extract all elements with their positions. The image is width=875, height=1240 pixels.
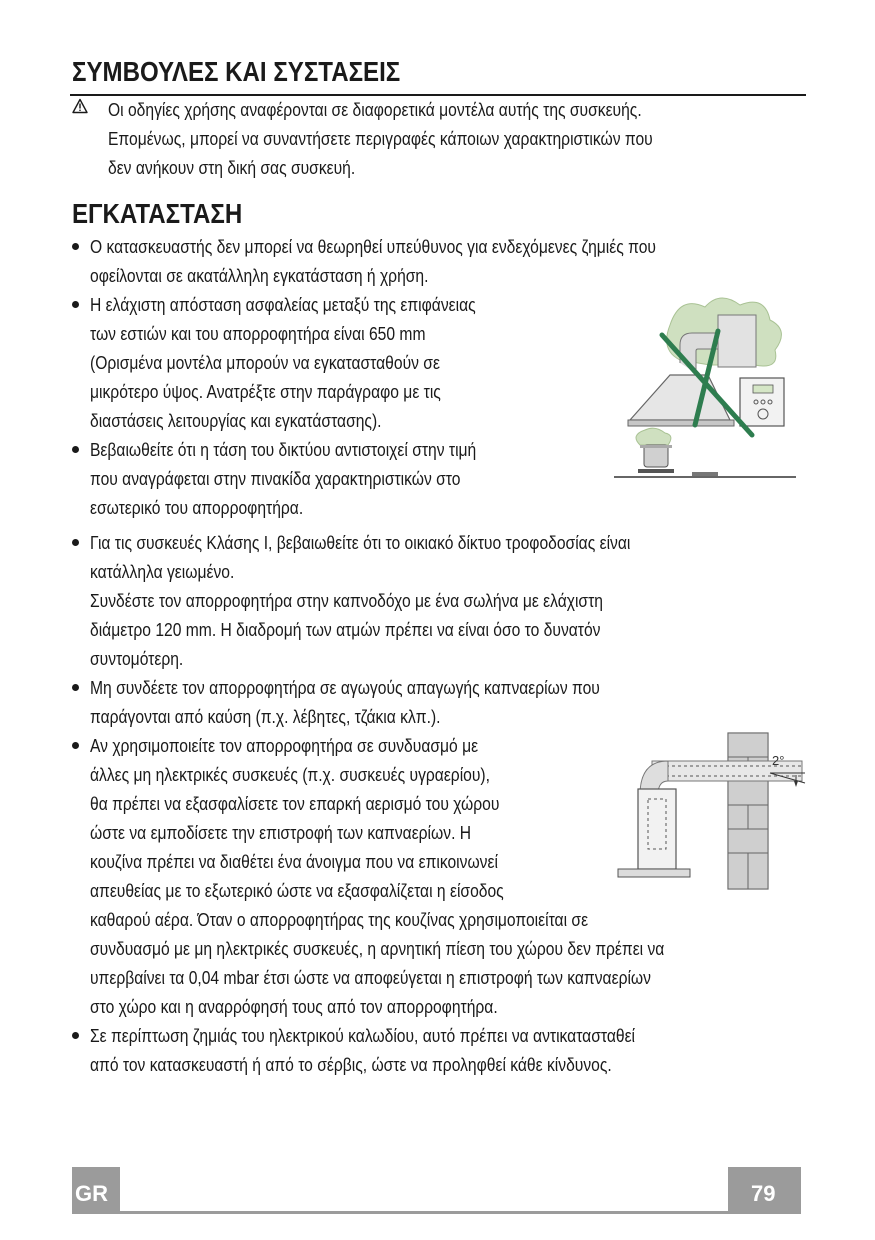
bullet-line: των εστιών και του απορροφητήρα είναι 650 mm	[90, 324, 426, 344]
bullet-dot	[72, 742, 79, 749]
bullet-dot	[72, 243, 79, 250]
warning-line: Οι οδηγίες χρήσης αναφέρονται σε διαφορετικά μοντέλα αυτής της συσκευής.	[108, 100, 642, 120]
bullet-line: συνδυασμό με μη ηλεκτρικές συσκευές, η αρνητική πίεση του χώρου δεν πρέπει να	[90, 939, 665, 959]
bullet-line: στο χώρο και η αναρρόφησή τους από τον απορροφητήρα.	[90, 997, 498, 1017]
bullet-combustion-ducts	[90, 674, 600, 732]
bullet-line: διαστάσεις λειτουργίας και εγκατάστασης).	[90, 411, 382, 431]
warning-line: δεν ανήκουν στη δική σας συσκευή.	[108, 158, 356, 178]
hood-installation-illustration	[600, 285, 800, 485]
bullet-dot	[72, 301, 79, 308]
duct-angle-label: 2°	[772, 753, 785, 768]
footer-page-tab	[728, 1167, 801, 1214]
section-title-installation: ΕΓΚΑΤΑΣΤΑΣΗ	[72, 198, 243, 229]
warning-triangle-icon	[72, 98, 88, 114]
bullet-line: Αν χρησιμοποιείτε τον απορροφητήρα σε συνδυασμό με	[90, 736, 479, 756]
bullet-dot	[72, 684, 79, 691]
bullet-line: Σε περίπτωση ζημιάς του ηλεκτρικού καλωδίου, αυτό πρέπει να αντικατασταθεί	[90, 1026, 636, 1046]
bullet-line: καθαρού αέρα. Όταν ο απορροφητήρας της κουζίνας χρησιμοποιείται σε	[90, 910, 589, 930]
bullet-manufacturer-liability	[90, 233, 656, 291]
bullet-ventilation	[90, 732, 664, 1022]
bullet-dot	[72, 1032, 79, 1039]
bullet-voltage-check	[90, 436, 476, 523]
bullet-line: Βεβαιωθείτε ότι η τάση του δικτύου αντιστοιχεί στην τιμή	[90, 440, 477, 460]
bullet-line: οφείλονται σε ακατάλληλη εγκατάσταση ή χρήση.	[90, 266, 429, 286]
bullet-line: παράγονται από καύση (π.χ. λέβητες, τζάκια κλπ.).	[90, 707, 441, 727]
footer-rule	[120, 1211, 728, 1214]
bullet-line: μικρότερο ύψος. Ανατρέξτε στην παράγραφο με τις	[90, 382, 441, 402]
bullet-line: που αναγράφεται στην πινακίδα χαρακτηριστικών στο	[90, 469, 461, 489]
bullet-line: άλλες μη ηλεκτρικές συσκευές (π.χ. συσκευές υγραερίου),	[90, 765, 490, 785]
bullet-grounding	[90, 529, 630, 674]
bullet-line: απευθείας με το εξωτερικό ώστε να εξασφαλίζεται η είσοδος	[90, 881, 504, 901]
bullet-dot	[72, 539, 79, 546]
bullet-line: από τον κατασκευαστή ή από το σέρβις, ώστε να προληφθεί κάθε κίνδυνος.	[90, 1055, 612, 1075]
bullet-dot	[72, 446, 79, 453]
bullet-line: ώστε να εμποδίσετε την επιστροφή των καπναερίων. Η	[90, 823, 472, 843]
duct-angle-illustration	[610, 725, 810, 895]
bullet-safety-distance	[90, 291, 476, 436]
bullet-line: κουζίνα πρέπει να διαθέτει ένα άνοιγμα που να επικοινωνεί	[90, 852, 498, 872]
bullet-line: Μη συνδέετε τον απορροφητήρα σε αγωγούς απαγωγής καπναερίων που	[90, 678, 600, 698]
bullet-line: Η ελάχιστη απόσταση ασφαλείας μεταξύ της επιφάνειας	[90, 295, 476, 315]
bullet-line: κατάλληλα γειωμένο.	[90, 562, 235, 582]
bullet-line: Ο κατασκευαστής δεν μπορεί να θεωρηθεί υπεύθυνος για ενδεχόμενες ζημιές που	[90, 237, 656, 257]
bullet-line: υπερβαίνει τα 0,04 mbar έτσι ώστε να αποφεύγεται η επιστροφή των καπναερίων	[90, 968, 651, 988]
bullet-line: εσωτερικό του απορροφητήρα.	[90, 498, 304, 518]
warning-line: Επομένως, μπορεί να συναντήσετε περιγραφές κάποιων χαρακτηριστικών που	[108, 129, 653, 149]
section-title-advice: ΣΥΜΒΟΥΛΕΣ ΚΑΙ ΣΥΣΤΑΣΕΙΣ	[72, 56, 401, 87]
footer-language-tab	[72, 1167, 120, 1214]
footer-language-label: GR	[75, 1181, 108, 1206]
bullet-line: Συνδέστε τον απορροφητήρα στην καπνοδόχο με ένα σωλήνα με ελάχιστη	[90, 591, 603, 611]
bullet-line: συντομότερη.	[90, 649, 184, 669]
page-number: 79	[751, 1181, 776, 1206]
bullet-power-cable	[90, 1022, 635, 1080]
bullet-line: θα πρέπει να εξασφαλίσετε τον επαρκή αερισμό του χώρου	[90, 794, 500, 814]
bullet-line: διάμετρο 120 mm. Η διαδρομή των ατμών πρέπει να είναι όσο το δυνατόν	[90, 620, 601, 640]
bullet-line: Για τις συσκευές Κλάσης Ι, βεβαιωθείτε ότι το οικιακό δίκτυο τροφοδοσίας είναι	[90, 533, 631, 553]
warning-text	[108, 96, 653, 183]
bullet-line: (Ορισμένα μοντέλα μπορούν να εγκατασταθούν σε	[90, 353, 440, 373]
